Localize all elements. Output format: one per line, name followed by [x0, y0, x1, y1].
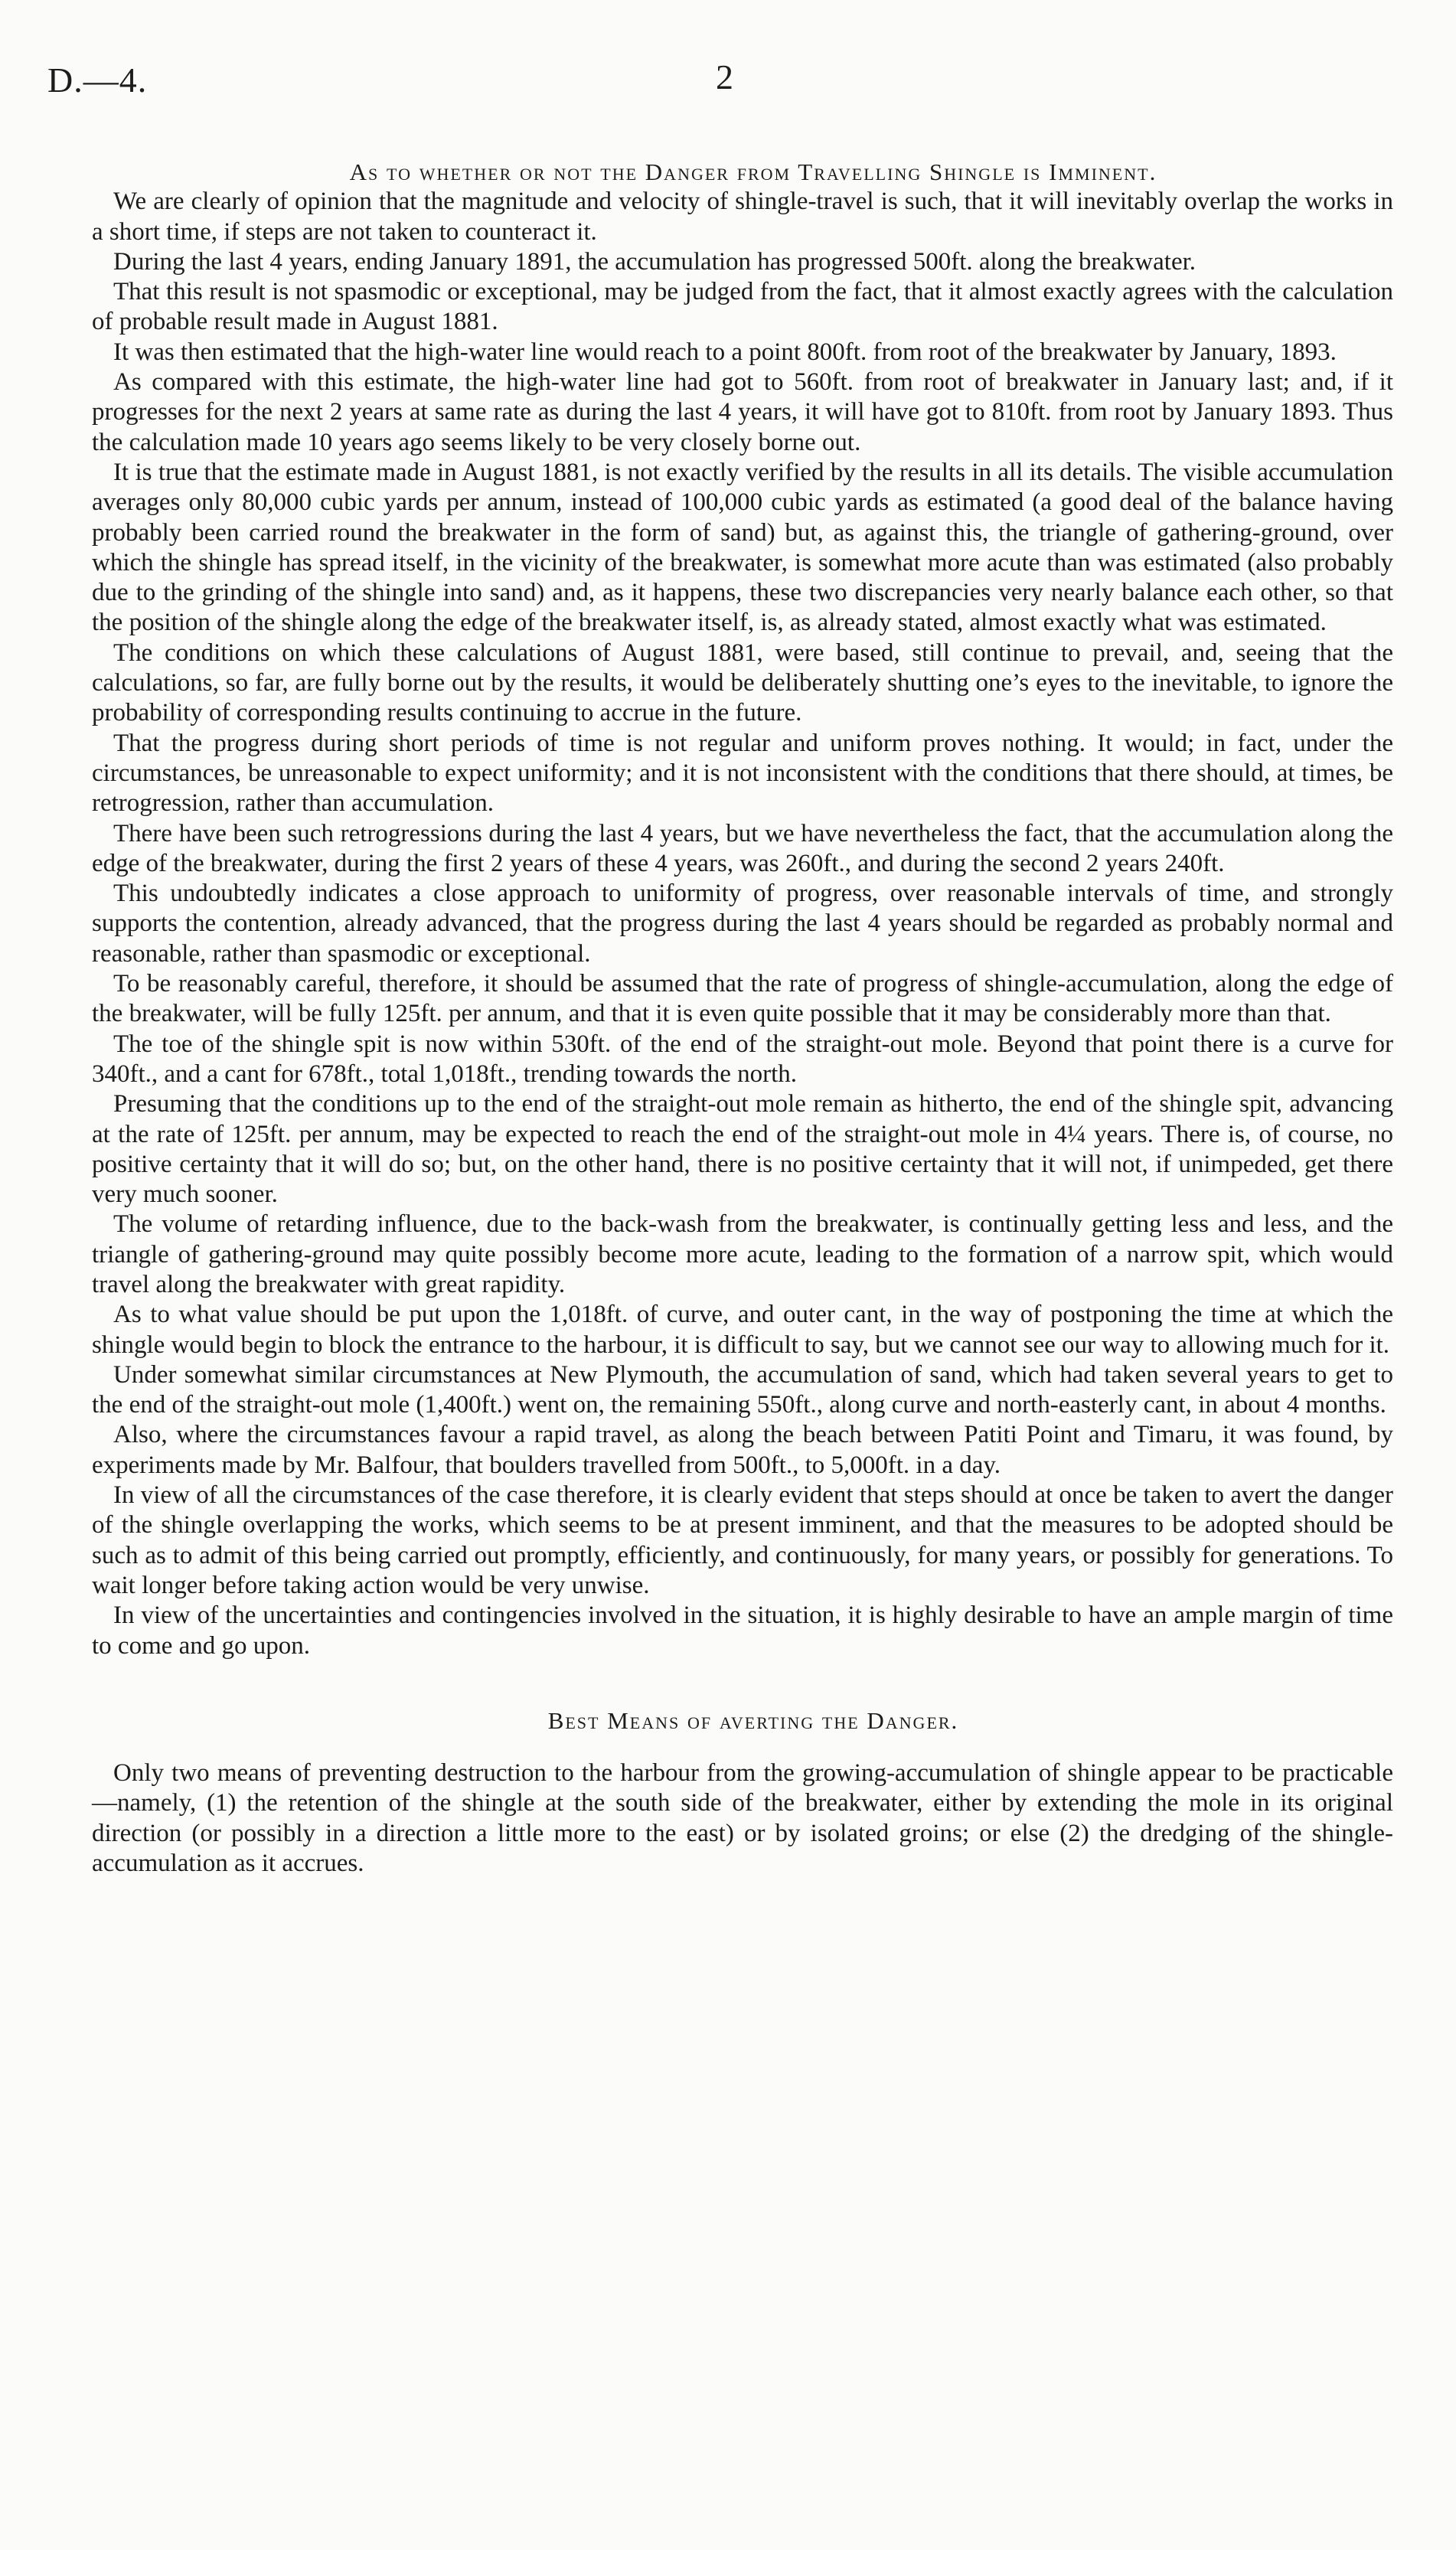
paragraph: Under somewhat similar circumstances at New Plymouth, the accumulation of sand, which had taken several years to get to the end of the straight-out mole (1,400ft.) went on, the remaining 550ft., along curve and north-easterly cant, in about 4 months. — [92, 1360, 1393, 1419]
paragraph: The toe of the shingle spit is now within 530ft. of the end of the straight-out mole. Beyond that point there is a curve for 340ft., and a cant for 678ft., total 1,018ft., trending towards the north. — [92, 1030, 1393, 1088]
document-body — [92, 157, 1393, 1879]
paragraph: Presuming that the conditions up to the end of the straight-out mole remain as hitherto, the end of the shingle spit, advancing at the rate of 125ft. per annum, may be expected to reach the end of the straight-out mole in 4¼ years. There is, of course, no positive certainty that it will do so; but, on the other hand, there is no positive certainty that it will not, if unimpeded, get there very much sooner. — [92, 1090, 1393, 1209]
paragraph: There have been such retrogressions during the last 4 years, but we have nevertheless the fact, that the accumulation along the edge of the breakwater, during the first 2 years of these 4 years, was 260ft., and during the second 2 years 240ft. — [92, 819, 1393, 877]
paragraph: During the last 4 years, ending January 1891, the accumulation has progressed 500ft. along the breakwater. — [113, 247, 1196, 276]
paragraph: The conditions on which these calculations of August 1881, were based, still continue to prevail, and, seeing that the calculations, so far, are fully borne out by the results, it would be deliberately shutting one’s eyes to the inevitable, to ignore the probability of corresponding results continuing to accrue in the future. — [92, 638, 1393, 727]
paragraph: To be reasonably careful, therefore, it should be assumed that the rate of progress of shingle-accumulation, along the edge of the breakwater, will be fully 125ft. per annum, and that it is even quite possible that it may be considerably more than that. — [92, 970, 1393, 1028]
paragraph: Only two means of preventing destruction to the harbour from the growing-accumulation of shingle appear to be practicable—namely, (1) the retention of the shingle at the south side of the breakwater, either by extending the mole in its original direction (or possibly in a direction a little more to the east) or by isolated groins; or else (2) the dredging of the shingle-accumulation as it accrues. — [92, 1759, 1393, 1878]
paragraph: We are clearly of opinion that the magnitude and velocity of shingle-travel is such, that it will inevitably overlap the works in a short time, if steps are not taken to counteract it. — [92, 188, 1393, 246]
paragraph: As to what value should be put upon the 1,018ft. of curve, and outer cant, in the way of postponing the time at which the shingle would begin to block the entrance to the harbour, it is difficult to say, but we cannot see our way to allowing much for it. — [92, 1301, 1393, 1359]
paragraph: This undoubtedly indicates a close approach to uniformity of progress, over reasonable intervals of time, and strongly supports the contention, already advanced, that the progress during the last 4 years should be regarded as probably normal and reasonable, rather than spasmodic or exceptional. — [92, 880, 1393, 968]
paragraph: That the progress during short periods of time is not regular and uniform proves nothing. It would; in fact, under the circumstances, be unreasonable to expect uniformity; and it is not inconsistent with the conditions that there should, at times, be retrogression, rather than accumulation. — [92, 729, 1393, 818]
section-heading-best-means: Best Means of averting the Danger. — [547, 1706, 959, 1734]
document-reference: D.—4. — [47, 60, 148, 100]
paragraph: That this result is not spasmodic or exceptional, may be judged from the fact, that it almost exactly agrees with the calculation of probable result made in August 1881. — [92, 278, 1393, 336]
paragraph: It was then estimated that the high-water line would reach to a point 800ft. from root of the breakwater by January, 1893. — [113, 338, 1337, 366]
paragraph: It is true that the estimate made in August 1881, is not exactly verified by the results in all its details. The visible accumulation averages only 80,000 cubic yards per annum, instead of 100,000 cubic yards as estimated (a good deal of the balance having probably been carried round the breakwater in the form of sand) but, as against this, the triangle of gathering-ground, over which the shingle has spread itself, in the vicinity of the breakwater, is somewhat more acute than was estimated (also probably due to the grinding of the shingle into sand) and, as it happens, these two discrepancies very nearly balance each other, so that the position of the shingle along the edge of the breakwater itself, is, as already stated, almost exactly what was estimated. — [92, 458, 1393, 637]
paragraph: Also, where the circumstances favour a rapid travel, as along the beach between Patiti Point and Timaru, it was found, by experiments made by Mr. Balfour, that boulders travelled from 500ft., to 5,000ft. in a day. — [92, 1421, 1393, 1479]
paragraph: In view of the uncertainties and contingencies involved in the situation, it is highly desirable to have an ample margin of time to come and go upon. — [92, 1602, 1393, 1660]
paragraph: In view of all the circumstances of the case therefore, it is clearly evident that steps should at once be taken to avert the danger of the shingle overlapping the works, which seems to be at present imminent, and that the measures to be adopted should be such as to admit of this being carried out promptly, efficiently, and continuously, for many years, or possibly for generations. To wait longer before taking action would be very unwise. — [92, 1481, 1393, 1599]
section-heading-imminent-danger: As to whether or not the Danger from Travelling Shingle is Imminent. — [349, 158, 1157, 185]
page-number: 2 — [716, 57, 733, 96]
paragraph: As compared with this estimate, the high-water line had got to 560ft. from root of breakwater in January last; and, if it progresses for the next 2 years at same rate as during the last 4 years, it will have got to 810ft. from root by January 1893. Thus the calculation made 10 years ago seems likely to be very closely borne out. — [92, 368, 1393, 456]
paragraph: The volume of retarding influence, due to the back-wash from the breakwater, is continually getting less and less, and the triangle of gathering-ground may quite possibly become more acute, leading to the formation of a narrow spit, which would travel along the breakwater with great rapidity. — [92, 1210, 1393, 1298]
